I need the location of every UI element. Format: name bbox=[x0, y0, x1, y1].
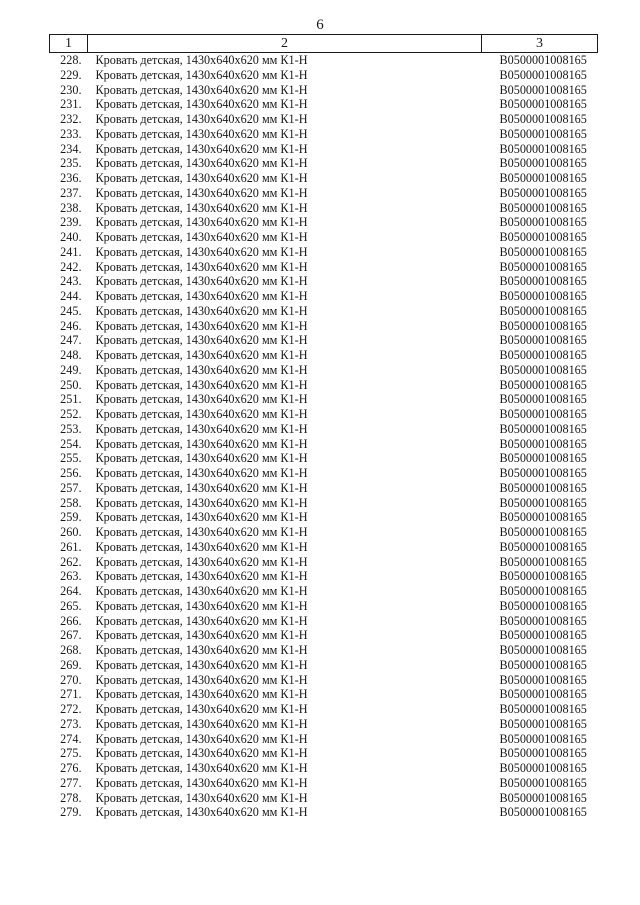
item-code: B0500001008165 bbox=[499, 112, 587, 126]
item-code: B0500001008165 bbox=[499, 392, 587, 407]
item-name: Кровать детская, 1430х640х620 мм К1-Н bbox=[95, 97, 308, 112]
column-header-3: 3 bbox=[482, 35, 598, 53]
item-code: B0500001008165 bbox=[499, 569, 587, 584]
row-number: 263. bbox=[60, 569, 82, 584]
row-number: 244. bbox=[60, 289, 82, 303]
row-number: 258. bbox=[60, 495, 82, 510]
item-name: Кровать детская, 1430х640х620 мм К1-Н bbox=[95, 584, 308, 598]
table-row bbox=[50, 451, 598, 466]
item-code: B0500001008165 bbox=[499, 672, 587, 687]
table-row bbox=[50, 746, 598, 761]
row-number: 261. bbox=[60, 539, 82, 554]
item-name: Кровать детская, 1430х640х620 мм К1-Н bbox=[95, 53, 308, 67]
item-name: Кровать детская, 1430х640х620 мм К1-Н bbox=[95, 215, 308, 230]
item-name: Кровать детская, 1430х640х620 мм К1-Н bbox=[95, 112, 308, 126]
item-code: B0500001008165 bbox=[499, 687, 587, 702]
item-code: B0500001008165 bbox=[499, 716, 587, 731]
item-name: Кровать детская, 1430х640х620 мм К1-Н bbox=[95, 613, 308, 628]
row-number: 234. bbox=[60, 141, 82, 156]
item-name: Кровать детская, 1430х640х620 мм К1-Н bbox=[95, 495, 308, 510]
row-number: 262. bbox=[60, 554, 82, 569]
item-name: Кровать детская, 1430х640х620 мм К1-Н bbox=[95, 746, 308, 761]
items-table bbox=[49, 34, 598, 820]
table-row bbox=[50, 628, 598, 643]
item-code: B0500001008165 bbox=[499, 702, 587, 716]
table-row bbox=[50, 142, 598, 157]
item-name: Кровать детская, 1430х640х620 мм К1-Н bbox=[95, 407, 308, 421]
table-row bbox=[50, 392, 598, 407]
item-name: Кровать детская, 1430х640х620 мм К1-Н bbox=[95, 687, 308, 702]
table-header-row bbox=[50, 35, 598, 53]
item-name: Кровать детская, 1430х640х620 мм К1-Н bbox=[95, 510, 308, 525]
row-number: 248. bbox=[60, 348, 82, 362]
item-name: Кровать детская, 1430х640х620 мм К1-Н bbox=[95, 200, 308, 215]
item-code: B0500001008165 bbox=[499, 525, 587, 539]
row-number: 276. bbox=[60, 761, 82, 775]
row-number: 240. bbox=[60, 230, 82, 244]
item-code: B0500001008165 bbox=[499, 259, 587, 274]
row-number: 254. bbox=[60, 436, 82, 451]
item-name: Кровать детская, 1430х640х620 мм К1-Н bbox=[95, 466, 308, 480]
item-name: Кровать детская, 1430х640х620 мм К1-Н bbox=[95, 451, 308, 466]
table-row bbox=[50, 363, 598, 378]
table-row bbox=[50, 407, 598, 422]
item-name: Кровать детская, 1430х640х620 мм К1-Н bbox=[95, 392, 308, 407]
row-number: 228. bbox=[60, 53, 82, 67]
item-code: B0500001008165 bbox=[499, 244, 587, 259]
item-code: B0500001008165 bbox=[499, 200, 587, 215]
item-name: Кровать детская, 1430х640х620 мм К1-Н bbox=[95, 82, 308, 97]
table-row bbox=[50, 599, 598, 614]
row-number: 242. bbox=[60, 259, 82, 274]
item-code: B0500001008165 bbox=[499, 289, 587, 303]
table-row bbox=[50, 643, 598, 658]
table-row bbox=[50, 761, 598, 776]
table-row bbox=[50, 525, 598, 540]
item-name: Кровать детская, 1430х640х620 мм К1-Н bbox=[95, 628, 308, 643]
item-code: B0500001008165 bbox=[499, 805, 587, 820]
item-name: Кровать детская, 1430х640х620 мм К1-Н bbox=[95, 790, 308, 805]
table-row bbox=[50, 717, 598, 732]
row-number: 277. bbox=[60, 775, 82, 790]
table-body bbox=[50, 53, 598, 821]
row-number: 275. bbox=[60, 746, 82, 761]
row-number: 235. bbox=[60, 156, 82, 171]
item-code: B0500001008165 bbox=[499, 215, 587, 230]
row-number: 229. bbox=[60, 67, 82, 82]
table-row bbox=[50, 156, 598, 171]
table-row bbox=[50, 687, 598, 702]
item-code: B0500001008165 bbox=[499, 451, 587, 466]
table-row bbox=[50, 673, 598, 688]
table-row bbox=[50, 112, 598, 127]
row-number: 253. bbox=[60, 421, 82, 436]
column-header-2: 2 bbox=[88, 35, 482, 53]
item-name: Кровать детская, 1430х640х620 мм К1-Н bbox=[95, 598, 308, 613]
row-number: 249. bbox=[60, 362, 82, 377]
item-code: B0500001008165 bbox=[499, 790, 587, 805]
table-row bbox=[50, 614, 598, 629]
row-number: 241. bbox=[60, 244, 82, 259]
row-number: 264. bbox=[60, 584, 82, 598]
table-row bbox=[50, 201, 598, 216]
item-name: Кровать детская, 1430х640х620 мм К1-Н bbox=[95, 436, 308, 451]
row-number: 238. bbox=[60, 200, 82, 215]
row-number: 273. bbox=[60, 716, 82, 731]
table-row bbox=[50, 127, 598, 142]
table-row bbox=[50, 274, 598, 289]
item-code: B0500001008165 bbox=[499, 377, 587, 392]
table-row bbox=[50, 260, 598, 275]
item-code: B0500001008165 bbox=[499, 53, 587, 67]
column-header-1: 1 bbox=[50, 35, 88, 53]
item-code: B0500001008165 bbox=[499, 657, 587, 672]
item-name: Кровать детская, 1430х640х620 мм К1-Н bbox=[95, 702, 308, 716]
item-code: B0500001008165 bbox=[499, 230, 587, 244]
item-code: B0500001008165 bbox=[499, 628, 587, 643]
item-code: B0500001008165 bbox=[499, 126, 587, 141]
item-code: B0500001008165 bbox=[499, 731, 587, 746]
item-code: B0500001008165 bbox=[499, 613, 587, 628]
item-code: B0500001008165 bbox=[499, 407, 587, 421]
item-code: B0500001008165 bbox=[499, 318, 587, 333]
item-name: Кровать детская, 1430х640х620 мм К1-Н bbox=[95, 672, 308, 687]
row-number: 271. bbox=[60, 687, 82, 702]
row-number: 245. bbox=[60, 303, 82, 318]
row-number: 279. bbox=[60, 805, 82, 820]
row-number: 230. bbox=[60, 82, 82, 97]
row-number: 266. bbox=[60, 613, 82, 628]
table-row bbox=[50, 245, 598, 260]
item-name: Кровать детская, 1430х640х620 мм К1-Н bbox=[95, 775, 308, 790]
item-name: Кровать детская, 1430х640х620 мм К1-Н bbox=[95, 554, 308, 569]
item-name: Кровать детская, 1430х640х620 мм К1-Н bbox=[95, 333, 308, 348]
item-code: B0500001008165 bbox=[499, 746, 587, 761]
item-name: Кровать детская, 1430х640х620 мм К1-Н bbox=[95, 289, 308, 303]
row-number: 233. bbox=[60, 126, 82, 141]
item-code: B0500001008165 bbox=[499, 303, 587, 318]
row-number: 269. bbox=[60, 657, 82, 672]
item-name: Кровать детская, 1430х640х620 мм К1-Н bbox=[95, 761, 308, 775]
item-code: B0500001008165 bbox=[499, 274, 587, 289]
table-row bbox=[50, 319, 598, 334]
item-name: Кровать детская, 1430х640х620 мм К1-Н bbox=[95, 716, 308, 731]
item-name: Кровать детская, 1430х640х620 мм К1-Н bbox=[95, 805, 308, 820]
item-code: B0500001008165 bbox=[499, 362, 587, 377]
row-number: 272. bbox=[60, 702, 82, 716]
row-number: 274. bbox=[60, 731, 82, 746]
item-code: B0500001008165 bbox=[499, 97, 587, 112]
table-row bbox=[50, 540, 598, 555]
table-row bbox=[50, 584, 598, 599]
item-code: B0500001008165 bbox=[499, 643, 587, 657]
item-name: Кровать детская, 1430х640х620 мм К1-Н bbox=[95, 421, 308, 436]
item-name: Кровать детская, 1430х640х620 мм К1-Н bbox=[95, 67, 308, 82]
item-name: Кровать детская, 1430х640х620 мм К1-Н bbox=[95, 303, 308, 318]
row-number: 239. bbox=[60, 215, 82, 230]
row-number: 250. bbox=[60, 377, 82, 392]
table-row bbox=[50, 437, 598, 452]
item-name: Кровать детская, 1430х640х620 мм К1-Н bbox=[95, 539, 308, 554]
item-code: B0500001008165 bbox=[499, 775, 587, 790]
item-name: Кровать детская, 1430х640х620 мм К1-Н bbox=[95, 569, 308, 584]
row-number: 251. bbox=[60, 392, 82, 407]
row-number: 259. bbox=[60, 510, 82, 525]
table-row bbox=[50, 333, 598, 348]
table-row bbox=[50, 348, 598, 363]
row-number: 278. bbox=[60, 790, 82, 805]
item-code: B0500001008165 bbox=[499, 584, 587, 598]
item-name: Кровать детская, 1430х640х620 мм К1-Н bbox=[95, 480, 308, 495]
row-number: 256. bbox=[60, 466, 82, 480]
item-name: Кровать детская, 1430х640х620 мм К1-Н bbox=[95, 126, 308, 141]
table-row bbox=[50, 53, 598, 68]
row-number: 257. bbox=[60, 480, 82, 495]
row-number: 252. bbox=[60, 407, 82, 421]
item-code: B0500001008165 bbox=[499, 171, 587, 185]
item-code: B0500001008165 bbox=[499, 495, 587, 510]
item-name: Кровать детская, 1430х640х620 мм К1-Н bbox=[95, 141, 308, 156]
table-row bbox=[50, 83, 598, 98]
item-name: Кровать детская, 1430х640х620 мм К1-Н bbox=[95, 643, 308, 657]
table-row bbox=[50, 304, 598, 319]
table-row bbox=[50, 481, 598, 496]
item-name: Кровать детская, 1430х640х620 мм К1-Н bbox=[95, 362, 308, 377]
table-row bbox=[50, 422, 598, 437]
item-name: Кровать детская, 1430х640х620 мм К1-Н bbox=[95, 230, 308, 244]
item-code: B0500001008165 bbox=[499, 141, 587, 156]
row-number: 260. bbox=[60, 525, 82, 539]
table-row bbox=[50, 805, 598, 820]
table-row bbox=[50, 186, 598, 201]
table-row bbox=[50, 776, 598, 791]
row-number: 247. bbox=[60, 333, 82, 348]
table-row bbox=[50, 555, 598, 570]
item-name: Кровать детская, 1430х640х620 мм К1-Н bbox=[95, 318, 308, 333]
table-row bbox=[50, 68, 598, 83]
item-code: B0500001008165 bbox=[499, 156, 587, 171]
table-row bbox=[50, 569, 598, 584]
table-row bbox=[50, 230, 598, 245]
table-row bbox=[50, 496, 598, 511]
row-number: 255. bbox=[60, 451, 82, 466]
item-name: Кровать детская, 1430х640х620 мм К1-Н bbox=[95, 244, 308, 259]
table-row bbox=[50, 658, 598, 673]
item-name: Кровать детская, 1430х640х620 мм К1-Н bbox=[95, 348, 308, 362]
item-code: B0500001008165 bbox=[499, 539, 587, 554]
row-number: 268. bbox=[60, 643, 82, 657]
row-number: 246. bbox=[60, 318, 82, 333]
row-number: 270. bbox=[60, 672, 82, 687]
table-row bbox=[50, 791, 598, 806]
row-number: 236. bbox=[60, 171, 82, 185]
item-name: Кровать детская, 1430х640х620 мм К1-Н bbox=[95, 377, 308, 392]
item-code: B0500001008165 bbox=[499, 333, 587, 348]
item-name: Кровать детская, 1430х640х620 мм К1-Н bbox=[95, 259, 308, 274]
item-name: Кровать детская, 1430х640х620 мм К1-Н bbox=[95, 171, 308, 185]
item-code: B0500001008165 bbox=[499, 466, 587, 480]
item-code: B0500001008165 bbox=[499, 421, 587, 436]
item-code: B0500001008165 bbox=[499, 67, 587, 82]
row-number: 243. bbox=[60, 274, 82, 289]
row-number: 265. bbox=[60, 598, 82, 613]
row-number: 231. bbox=[60, 97, 82, 112]
page-number: 6 bbox=[316, 17, 324, 33]
table-row bbox=[50, 466, 598, 481]
item-name: Кровать детская, 1430х640х620 мм К1-Н bbox=[95, 185, 308, 200]
item-code: B0500001008165 bbox=[499, 554, 587, 569]
item-name: Кровать детская, 1430х640х620 мм К1-Н bbox=[95, 657, 308, 672]
item-code: B0500001008165 bbox=[499, 82, 587, 97]
row-number: 232. bbox=[60, 112, 82, 126]
table-row bbox=[50, 171, 598, 186]
table-row bbox=[50, 702, 598, 717]
item-code: B0500001008165 bbox=[499, 436, 587, 451]
item-code: B0500001008165 bbox=[499, 480, 587, 495]
item-code: B0500001008165 bbox=[499, 510, 587, 525]
item-name: Кровать детская, 1430х640х620 мм К1-Н bbox=[95, 731, 308, 746]
row-number: 267. bbox=[60, 628, 82, 643]
item-name: Кровать детская, 1430х640х620 мм К1-Н bbox=[95, 156, 308, 171]
item-code: B0500001008165 bbox=[499, 348, 587, 362]
table-row bbox=[50, 97, 598, 112]
table-row bbox=[50, 215, 598, 230]
item-code: B0500001008165 bbox=[499, 761, 587, 775]
item-code: B0500001008165 bbox=[499, 185, 587, 200]
table-row bbox=[50, 378, 598, 393]
table-header bbox=[50, 35, 598, 53]
item-name: Кровать детская, 1430х640х620 мм К1-Н bbox=[95, 274, 308, 289]
item-code: B0500001008165 bbox=[499, 598, 587, 613]
item-name: Кровать детская, 1430х640х620 мм К1-Н bbox=[95, 525, 308, 539]
table-row bbox=[50, 510, 598, 525]
table-row bbox=[50, 289, 598, 304]
table-row bbox=[50, 732, 598, 747]
row-number: 237. bbox=[60, 185, 82, 200]
